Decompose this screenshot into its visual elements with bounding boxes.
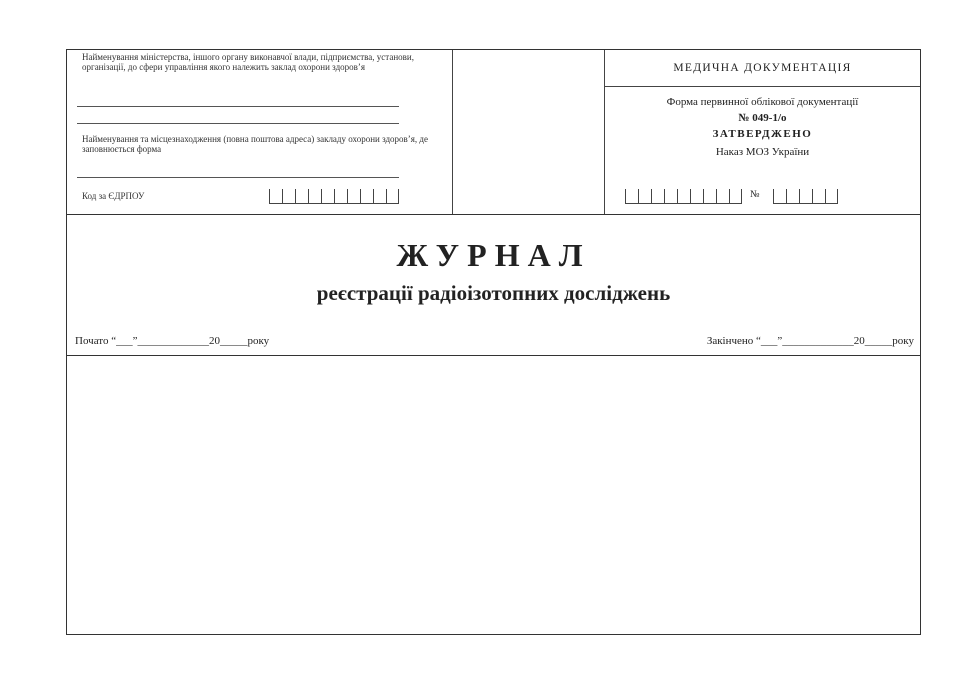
code-digit-box[interactable] bbox=[282, 189, 295, 203]
address-line bbox=[77, 177, 399, 178]
middle-column bbox=[453, 50, 605, 214]
form-info bbox=[605, 94, 920, 160]
code-digit-box[interactable] bbox=[373, 189, 386, 203]
approval-column bbox=[605, 50, 920, 214]
order-date-boxes[interactable] bbox=[625, 189, 742, 204]
edrpou-label: Код за ЄДРПОУ bbox=[82, 191, 145, 201]
medical-documentation-heading: МЕДИЧНА ДОКУМЕНТАЦІЯ bbox=[605, 50, 920, 87]
code-digit-box[interactable] bbox=[786, 189, 799, 203]
code-digit-box[interactable] bbox=[295, 189, 308, 203]
code-digit-box[interactable] bbox=[773, 189, 786, 203]
institution-line-1 bbox=[77, 106, 399, 107]
journal-title: ЖУРНАЛ bbox=[396, 237, 591, 273]
code-digit-box[interactable] bbox=[308, 189, 321, 203]
title-section bbox=[67, 215, 920, 356]
code-digit-box[interactable] bbox=[677, 189, 690, 203]
code-digit-box[interactable] bbox=[651, 189, 664, 203]
code-digit-box[interactable] bbox=[360, 189, 373, 203]
form-number: № 049-1/о bbox=[738, 112, 787, 124]
institution-column bbox=[67, 50, 453, 214]
institution-line-2 bbox=[77, 123, 399, 124]
order-number-boxes[interactable] bbox=[773, 189, 838, 204]
code-digit-box[interactable] bbox=[269, 189, 282, 203]
code-digit-box[interactable] bbox=[703, 189, 716, 203]
finished-date-field[interactable]: Закінчено “___”_____________20_____року bbox=[706, 335, 914, 347]
code-digit-box[interactable] bbox=[716, 189, 729, 203]
code-digit-box[interactable] bbox=[334, 189, 347, 203]
institution-label: Найменування міністерства, іншого органу виконавчої влади, підприємства, установи, організації, до сфери управління якого належить заклад охорони здоров’я bbox=[82, 52, 414, 72]
address-label: Найменування та місцезнаходження (повна поштова адреса) закладу охорони здоров’я, де заповнюється форма bbox=[82, 134, 429, 154]
number-sign: № bbox=[750, 189, 760, 200]
started-date-field[interactable]: Почато “___”_____________20_____року bbox=[75, 335, 270, 347]
code-digit-box[interactable] bbox=[386, 189, 399, 203]
code-digit-box[interactable] bbox=[347, 189, 360, 203]
edrpou-code-boxes[interactable] bbox=[269, 189, 399, 204]
code-digit-box[interactable] bbox=[799, 189, 812, 203]
code-digit-box[interactable] bbox=[638, 189, 651, 203]
code-digit-box[interactable] bbox=[664, 189, 677, 203]
code-digit-box[interactable] bbox=[321, 189, 334, 203]
journal-subtitle: реєстрації радіоізотопних досліджень bbox=[316, 281, 671, 305]
approved-label: ЗАТВЕРДЖЕНО bbox=[712, 128, 813, 140]
code-digit-box[interactable] bbox=[812, 189, 825, 203]
code-digit-box[interactable] bbox=[690, 189, 703, 203]
code-digit-box[interactable] bbox=[825, 189, 838, 203]
order-label: Наказ МОЗ України bbox=[715, 146, 810, 158]
code-digit-box[interactable] bbox=[729, 189, 742, 203]
form-header bbox=[67, 50, 920, 215]
code-digit-box[interactable] bbox=[625, 189, 638, 203]
form-frame bbox=[66, 49, 921, 635]
form-line: Форма первинної облікової документації bbox=[666, 96, 859, 108]
